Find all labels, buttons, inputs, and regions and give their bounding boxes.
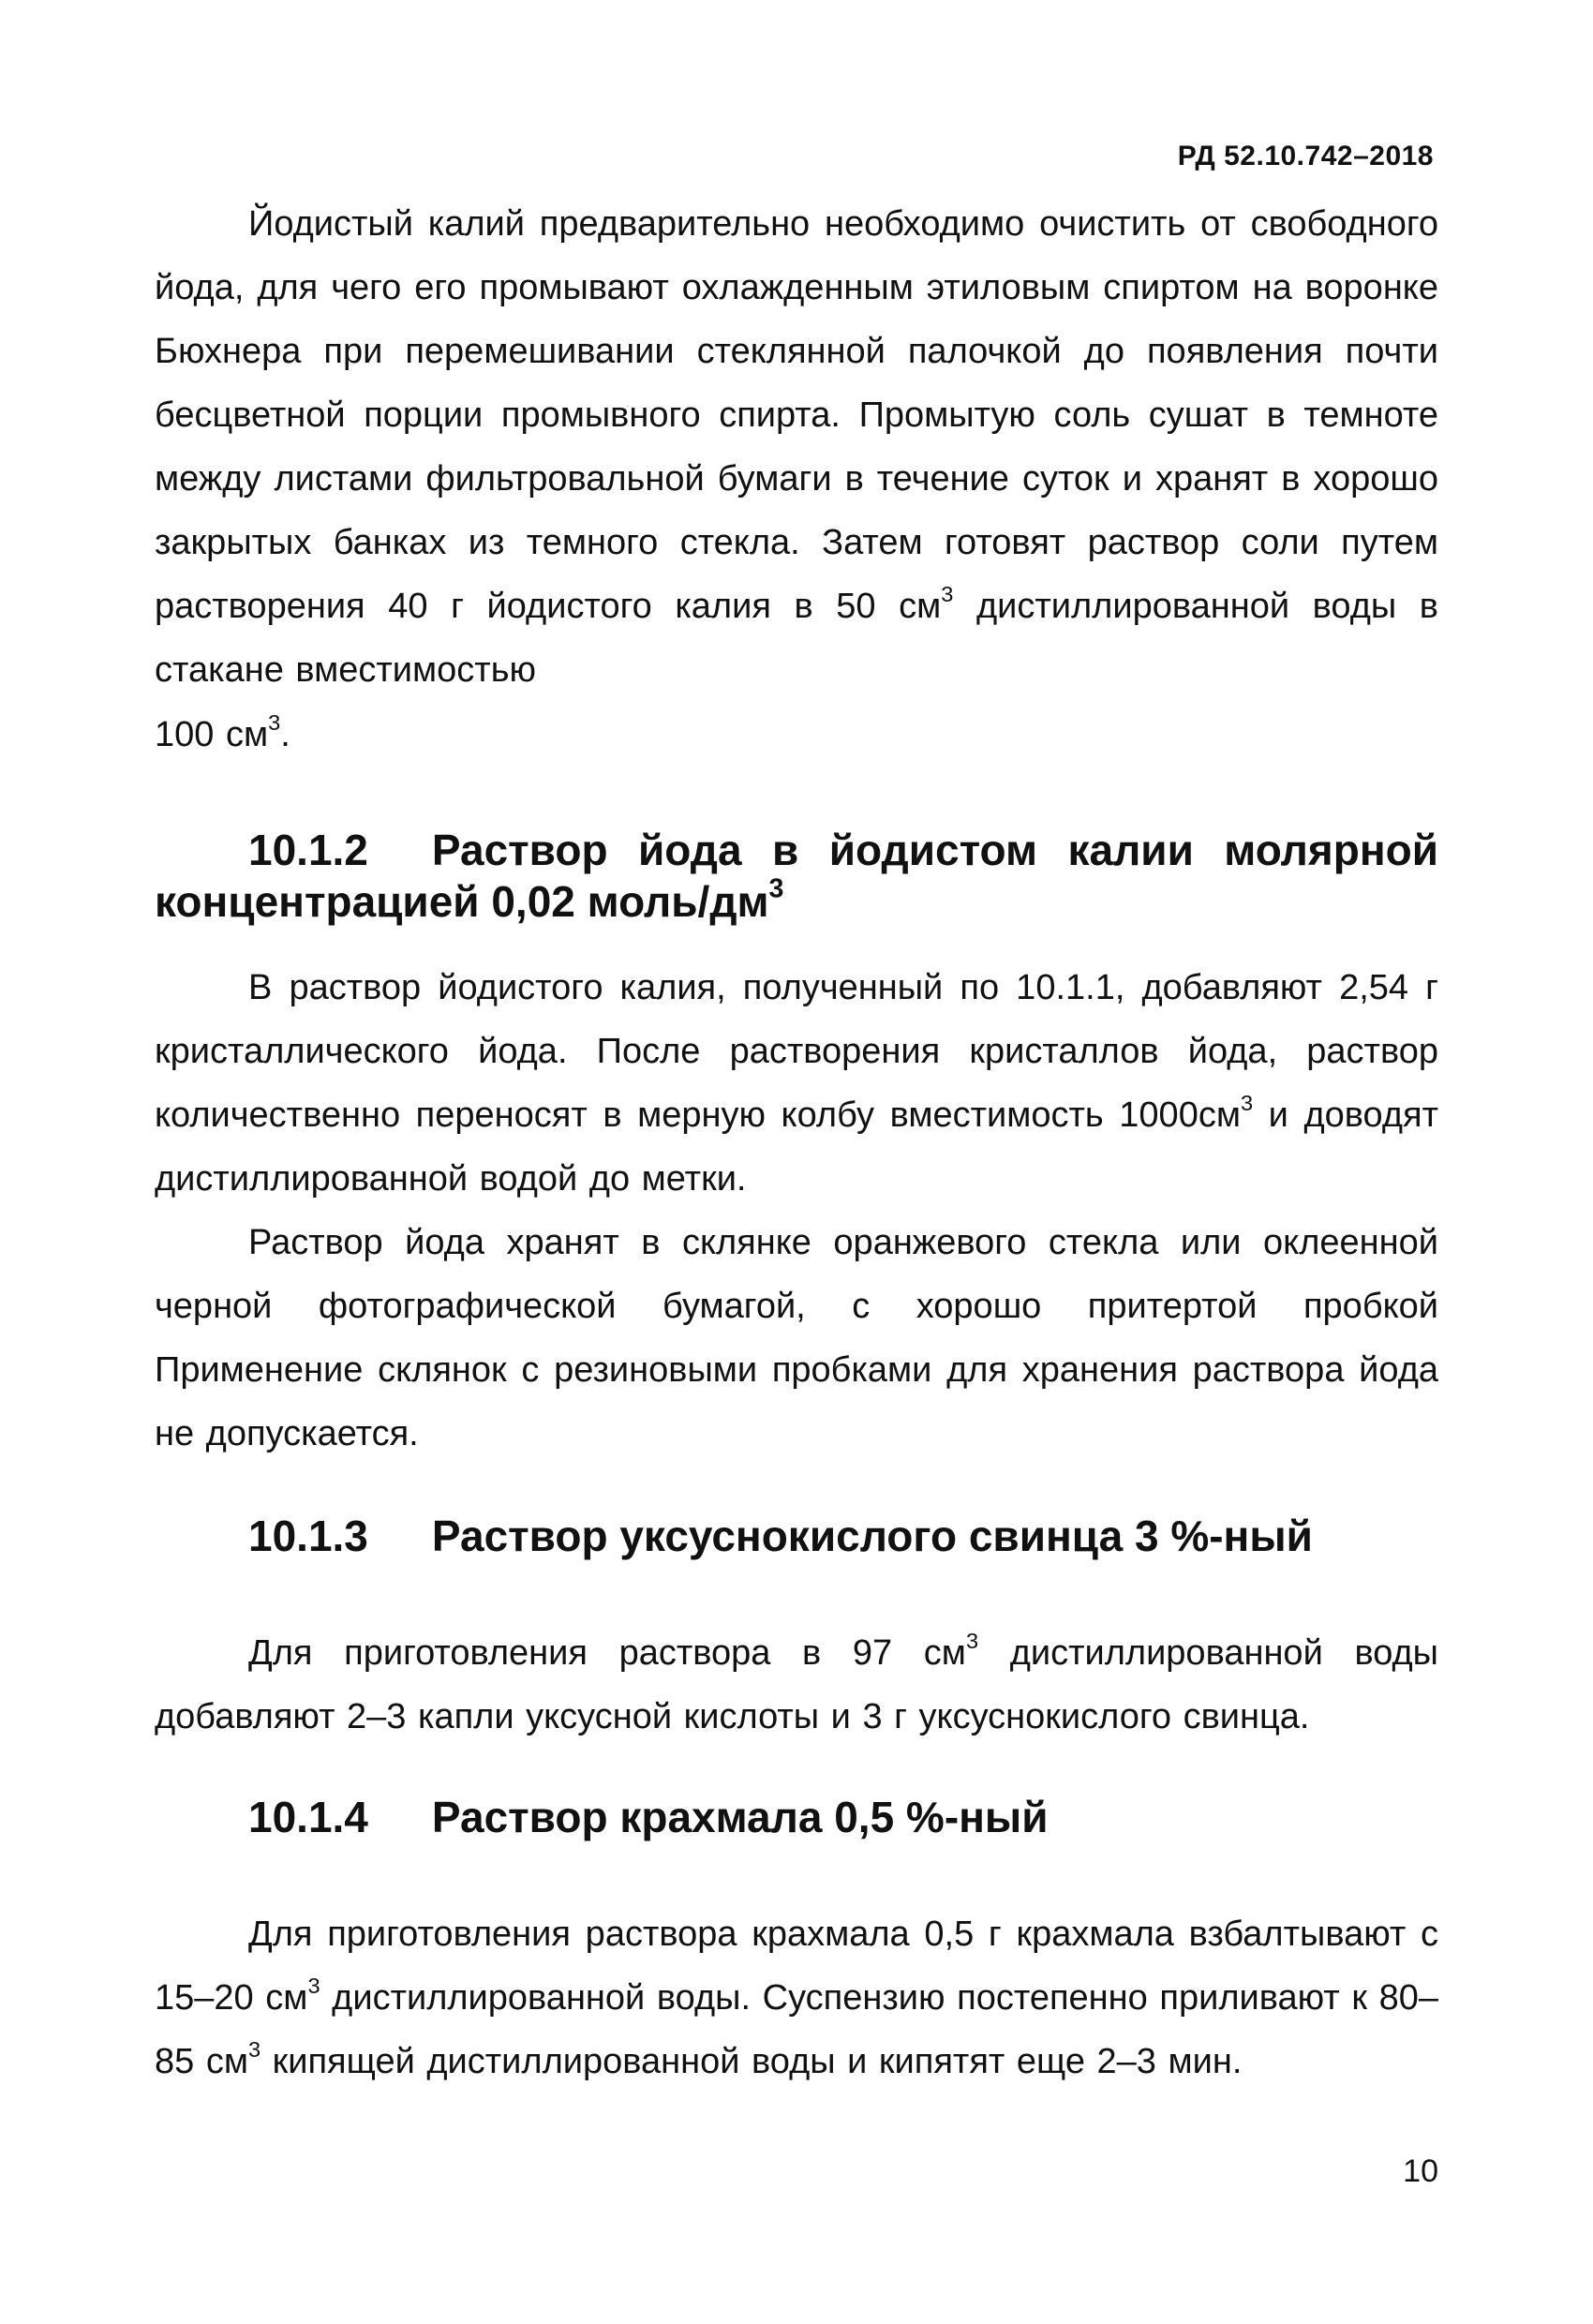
paragraph-sup: 3 <box>965 1629 979 1654</box>
paragraph-mid: дистиллированной воды. Суспензию постепенно приливают к 80–85 см <box>155 1978 1438 2081</box>
section-number: 10.1.4 <box>248 1793 368 1841</box>
section-heading-10-1-2 <box>155 825 1438 928</box>
paragraph-text: В раствор йодистого калия, полученный по 10.1.1, добавляют 2,54 г кристаллического йода. После растворения кристаллов йода, раствор количественно переносят в мерную колбу вместимость 1000см <box>155 968 1438 1135</box>
paragraph-text: Раствор йода хранят в склянке оранжевого стекла или оклеенной черной фотографической бумагой, с хорошо притертой пробкой Применение склянок с резиновыми пробками для хранения раствора йода не допускается. <box>155 1223 1438 1453</box>
section-number: 10.1.2 <box>248 826 368 874</box>
paragraph-text: Для приготовления раствора крахмала 0,5 г крахмала взбалтывают с 15–20 см <box>155 1914 1438 2018</box>
page-number: 10 <box>1403 2153 1438 2189</box>
section-title: Раствор уксуснокислого свинца 3 %-ный <box>431 1512 1313 1560</box>
section-title: Раствор йода в йодистом калии молярной концентрацией 0,02 моль/дм <box>155 826 1438 926</box>
intro-paragraph <box>155 192 1438 702</box>
section-heading-10-1-3 <box>155 1511 1438 1562</box>
intro-last-line <box>155 703 1438 767</box>
document-code: РД 52.10.742–2018 <box>1177 141 1434 171</box>
intro-text: Йодистый калий предварительно необходимо очистить от свободного йода, для чего его промывают охлажденным этиловым спиртом на воронке Бюхнера при перемешивании стеклянной палочкой до появления почти бесцветной порции промывного спирта. Промытую соль сушат в темноте между листами фильтровальной бумаги в течение суток и хранят в хорошо закрытых банках из темного стекла. Затем готовят раствор соли путем растворения 40 г йодистого калия в 50 см <box>155 204 1438 626</box>
section-10-1-2-paragraph-2 <box>155 1211 1438 1466</box>
intro-last-sup: 3 <box>268 710 281 736</box>
section-10-1-4-paragraph-1 <box>155 1902 1438 2093</box>
intro-last-tail: . <box>280 715 290 754</box>
paragraph-sup-2: 3 <box>247 2037 261 2063</box>
paragraph-sup: 3 <box>1240 1091 1254 1116</box>
intro-text-cont: дистиллированной воды в стакане вместимостью <box>155 587 1438 690</box>
intro-last-text: 100 см <box>155 715 269 754</box>
paragraph-sup: 3 <box>307 1974 320 1999</box>
section-10-1-2-paragraph-1 <box>155 956 1438 1211</box>
paragraph-tail: и доводят дистиллированной водой до метки. <box>155 1095 1438 1199</box>
paragraph-text: Для приготовления раствора в 97 см <box>248 1633 966 1673</box>
intro-sup: 3 <box>941 582 954 607</box>
section-heading-10-1-4 <box>155 1792 1438 1843</box>
section-title-sup: 3 <box>768 873 784 904</box>
section-10-1-3-paragraph-1 <box>155 1621 1438 1749</box>
section-title: Раствор крахмала 0,5 %-ный <box>431 1793 1049 1841</box>
section-number: 10.1.3 <box>248 1512 368 1560</box>
paragraph-tail: кипящей дистиллированной воды и кипятят еще 2–3 мин. <box>261 2042 1243 2081</box>
paragraph-tail: дистиллированной воды добавляют 2–3 капли уксусной кислоты и 3 г уксуснокислого свинца. <box>155 1633 1438 1736</box>
